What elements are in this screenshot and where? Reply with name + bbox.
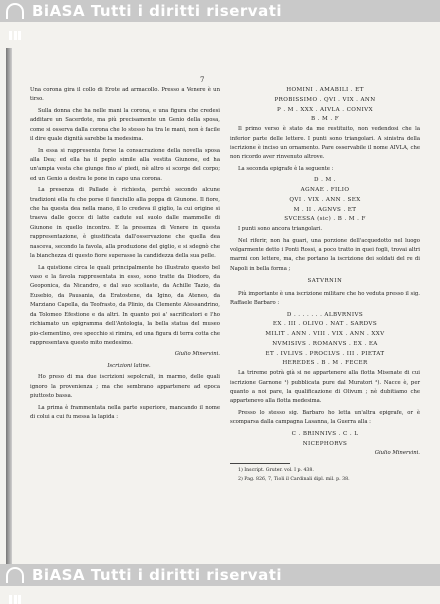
left-signature: Giulio Minervini. (174, 351, 220, 358)
section-heading: Iscrizioni latine. (107, 362, 151, 369)
inscription-4 (230, 430, 420, 450)
inscription-3 (230, 311, 420, 370)
inscription-line: NVMISIVS . ROMANVS . EX . EA (272, 340, 378, 347)
left-paragraph: Ho preso di ma due iscrizioni sepolcrali, in marmo, delle quali ignoro la provenienza ; ma che sembrano appartenere ad epoca piuttosto bassa. (30, 374, 220, 400)
inscription-line: P . M . XXX . AIVLA . CONIVX (276, 106, 373, 113)
right-paragraph: I punti sono ancora triangolari. (238, 226, 323, 233)
left-paragraph: Sulla donna che ha nelle mani la corona, e una figura che credesi additare un Sacerdote, ma più precisamente un Genio della sposa, come si osserva dalla corona che lo stesso ha tra le mani, non è facile il dire quale dignità sarebbe la medesima. (30, 107, 220, 143)
inscription-line: D . M . (314, 177, 336, 184)
right-paragraph: Il primo verso è stato da me restituito, non vedendosi che la inferior parte delle lettere. I punti sono triangolari. A sinistra della iscrizione è inciso un ornamento. Pare osservabile il nome AIVLA, che non ricordo aver rinvenuto altrove. (230, 126, 420, 161)
right-paragraph: Nel riferir, non ha guari, una porzione dell'acquedotto nel luogo volgarmente detto i Ponti Rossi, a poco tratto in quei fogli, trovai altri marmi con lettere, ma, che portano la iscrizione dei soldati del re di Napoli in bella forma ; (230, 237, 420, 272)
inscription-line: SVCESSA (sic) . B . M . F (284, 216, 366, 223)
right-paragraph: La seconda epigrafe è la seguente : (238, 165, 334, 172)
footnote: 2) Pag. 826, 7, Tioli il Cardinali dipl. mil. p. 38. (238, 477, 350, 483)
right-paragraph: Presso lo stesso sig. Barbaro ho letta un'altra epigrafe, or è scomparsa dalla campagna Lasanna, la Guerra alla : (230, 409, 420, 426)
inscription-line: D . . . . . . . ALBVRNIVS (286, 311, 364, 318)
biasa-logo-icon (6, 567, 24, 583)
inscription-2 (230, 176, 420, 225)
inscription-line: HEREDES . B . M . FECER (282, 360, 368, 367)
left-paragraph: La prima è frammentata nella parte superiore, mancando il nome di colui a cui fu messa la lapida : (30, 404, 220, 420)
right-signature: Giulio Minervini. (374, 450, 420, 457)
left-paragraph: La presenza di Pallade è richiesta, perchè secondo alcune tradizioni ella fu che porse il fanciullo alla poppa di Giunone. Il fiore, che ha questa dea nella mano, il lo credeva il giglio, la cui origine si traeva dalle gocce di latte cadute sul suolo dalle mammelle di Giunone in quello incontro. E la presenza di Venere in questa rappresentazione, è giustificata dall'osservazione che quella dea nasceva, secondo la favola, alla produzione del giglio, e si sdegnò che la bianchezza di questo fiore superasse la candidezza della sua pelle. (30, 187, 220, 260)
right-column (230, 86, 420, 486)
inscription-line: QVI . VIX . ANN . SEX (289, 196, 361, 203)
inscription-line: NICEPHORVS (302, 440, 348, 447)
left-paragraph: Una corona gira il collo di Erote ad armacollo. Presso a Venere è un tirso. (30, 87, 220, 103)
right-paragraph: La trireme potrà già si ne appartenere alla flotta Misenate di cui iscrizione Garnone ¹) pubblicata pure dal Muratori ²). Nacce è, per quanto a noi pare, la qualificazione di Olivum ; nè dubitiamo che appartenevo alla flotta medesima. (230, 370, 420, 405)
page-gutter-shadow (6, 48, 12, 568)
footnote: 1) Inscript. Gruter. vol. I p. 438. (238, 467, 314, 473)
document-page (20, 58, 420, 558)
inscription-fragment: SATVRNIN (307, 278, 343, 285)
page-number: 7 (200, 76, 205, 84)
watermark-banner-bottom (0, 564, 440, 586)
inscription-line: AGNAE . FILIO (300, 187, 350, 194)
inscription-line: EX . III . OLIVO . NAT . SARDVS (272, 321, 378, 328)
inscription-line: HOMINI . AMABILI . ET (286, 87, 364, 93)
biasa-logo-icon (6, 3, 24, 19)
left-column (30, 86, 220, 424)
inscription-line: PROBISSIMO . QVI . VIX . ANN (274, 96, 376, 103)
watermark-text: BiASA Tutti i diritti riservati (32, 566, 283, 584)
inscription-line: ET . IVLIVS . PROCLVS . III . PIETAT (265, 350, 385, 357)
left-paragraph: In essa si rappresenta forse la consacrazione della novella sposa alla Dea; ed ella ha il peplo simile alla vestita Giunone, ed ha un'ampia vesta che giunge fino a' piedi, nè altro si scorge del corpo; ed un Genio a destra le pone in capo una corona. (30, 147, 220, 182)
left-paragraph: La quistione circa le quali principalmente ho illustrato questo bel vaso e la favola rappresentata in esso, sono tratte da Diodoro, da Geoponica, da Nicandro, e dal suo scoliaste, da Achille Tazio, da Eusebio, da Pausania, da Eratostene, da Igino, da Ateneo, da Marziano Capella, da Teofrasto, da Plinio, da Clemente Alessandrino, da Tolomeo Efestione e da altri. In quanto poi a' sacrificatori e l'ho richiamato un epigramma dell'Antologia, la bella statua del museo pio-clementino, ove specchio si rimira, ed una figura di terra cotta che rappresentava questo mito medesimo. (30, 264, 220, 346)
footnote-divider (230, 463, 290, 464)
inscription-line: MILIT . ANN . VIII . VIX . ANN . XXV (265, 331, 385, 338)
watermark-text: BiASA Tutti i diritti riservati (32, 2, 283, 20)
watermark-banner-top (0, 0, 440, 22)
inscription-line: B . M . F (311, 116, 339, 123)
inscription-line: C . BRINNIVS . C . L (291, 430, 359, 437)
inscription-1 (230, 86, 420, 125)
right-paragraph: Più importante è una iscrizione militare che ho veduta presso il sig. Raffaele Barbaro : (230, 290, 420, 307)
inscription-line: M . II . AGNVS . ET (293, 206, 357, 213)
